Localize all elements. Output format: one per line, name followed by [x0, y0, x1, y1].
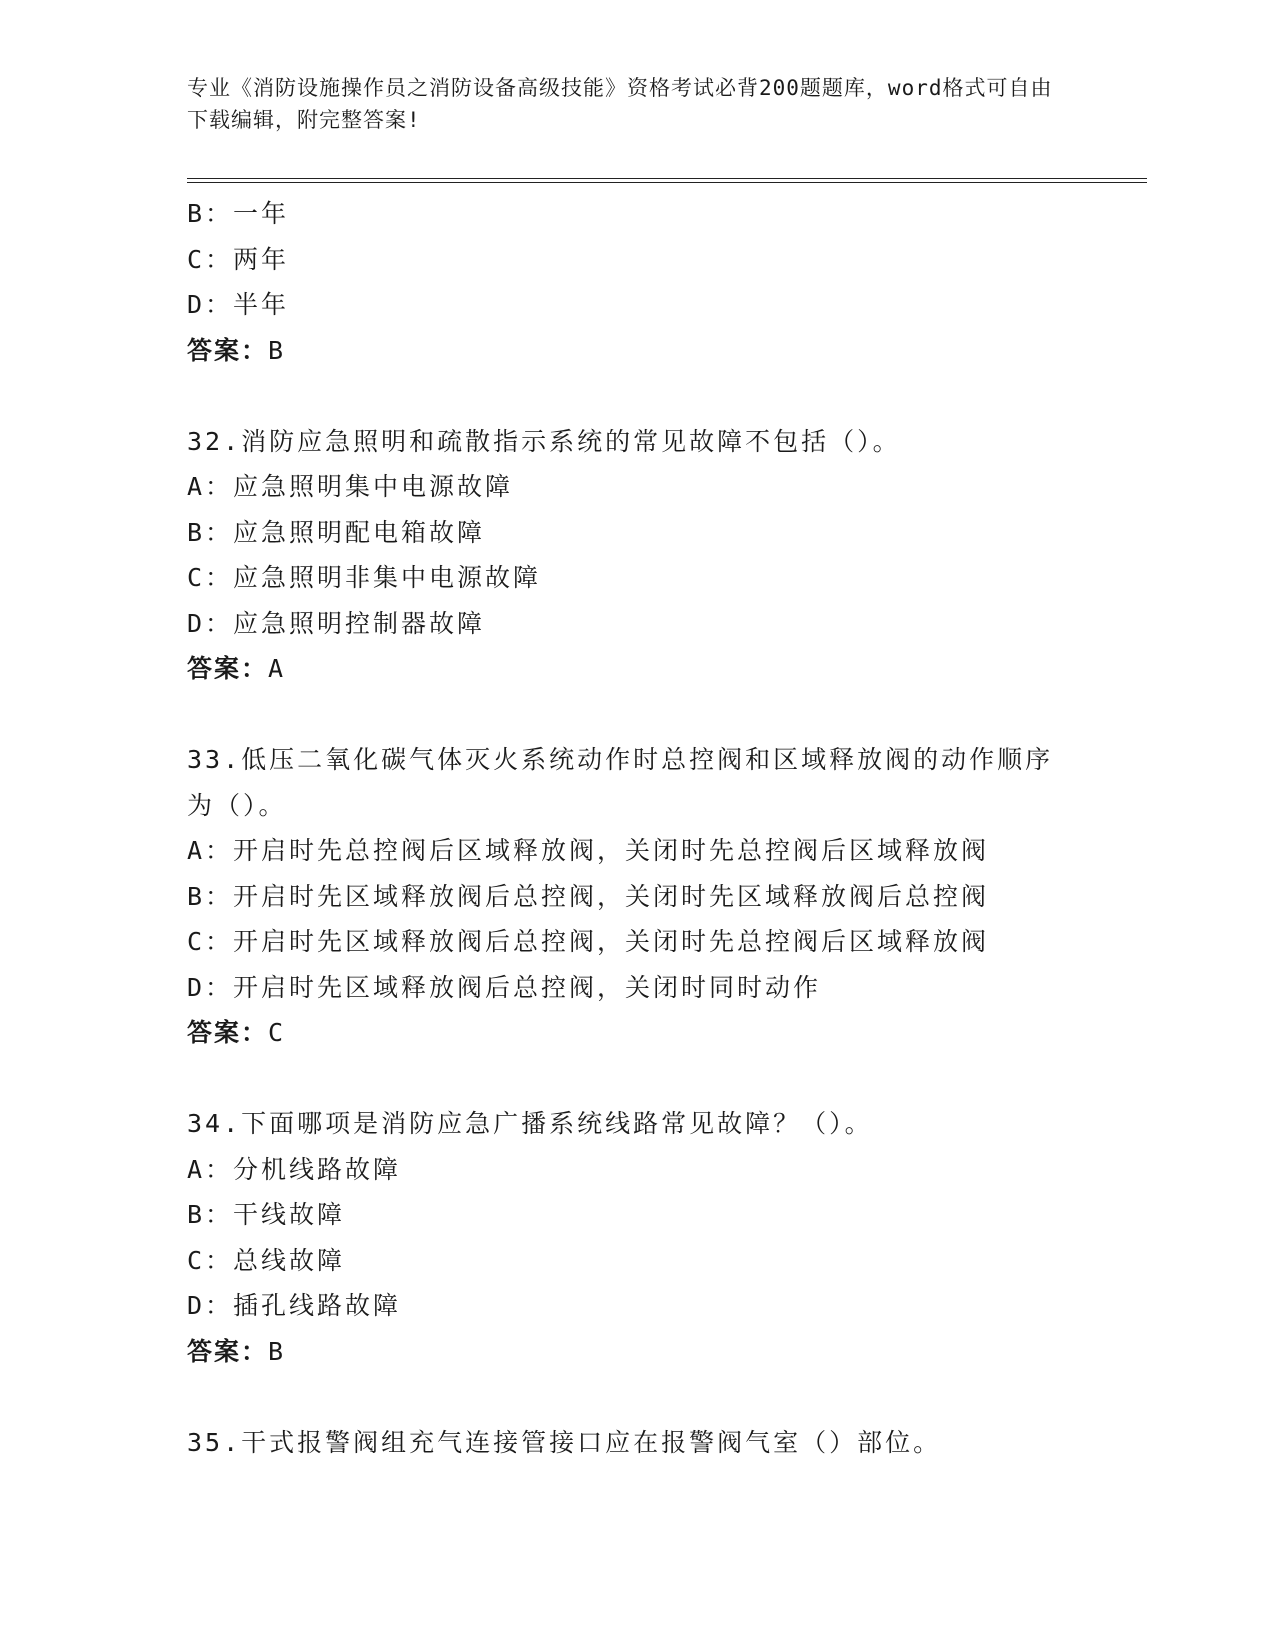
question-31-tail: [187, 191, 1087, 373]
option-d: D：插孔线路故障: [187, 1291, 402, 1320]
option-b: B：应急照明配电箱故障: [187, 517, 486, 547]
answer-label: 答案：: [187, 1336, 269, 1366]
option-c: C：两年: [187, 244, 290, 274]
document-page: [187, 0, 1147, 1650]
question-33: [187, 737, 1087, 1056]
option-c: C：应急照明非集中电源故障: [187, 563, 542, 592]
option-d: D：应急照明控制器故障: [187, 608, 486, 638]
question-32: [187, 419, 1087, 692]
question-list: [187, 191, 1087, 1465]
answer-line: [187, 646, 1087, 692]
question-35: [187, 1420, 1087, 1466]
option-c: C：开启时先区域释放阀后总控阀，关闭时先总控阀后区域释放阀: [187, 927, 990, 956]
question-text: 32.消防应急照明和疏散指示系统的常见故障不包括（）。: [187, 426, 901, 456]
option-b: B：开启时先区域释放阀后总控阀，关闭时先区域释放阀后总控阀: [187, 881, 990, 911]
option-d: D：开启时先区域释放阀后总控阀，关闭时同时动作: [187, 972, 822, 1002]
answer-line: [187, 328, 1087, 374]
option-d: D：半年: [187, 290, 290, 319]
option-a: A：应急照明集中电源故障: [187, 472, 514, 501]
answer-line: [187, 1010, 1087, 1056]
question-34: [187, 1101, 1087, 1374]
spacer: [187, 373, 1087, 419]
question-text: 35.干式报警阀组充气连接管接口应在报警阀气室（）部位。: [187, 1427, 942, 1457]
spacer: [187, 1374, 1087, 1420]
answer-label: 答案：: [187, 654, 269, 683]
answer-value: B: [268, 1336, 287, 1366]
header-divider: [187, 178, 1147, 183]
answer-value: C: [268, 1018, 287, 1047]
answer-value: B: [268, 335, 287, 365]
option-c: C：总线故障: [187, 1245, 346, 1275]
option-a: A：开启时先总控阀后区域释放阀，关闭时先总控阀后区域释放阀: [187, 836, 990, 865]
option-b: B：干线故障: [187, 1200, 346, 1229]
question-text-line-2: 为（）。: [187, 790, 287, 820]
spacer: [187, 1056, 1087, 1102]
option-a: A：分机线路故障: [187, 1154, 402, 1184]
question-text-line-1: 33.低压二氧化碳气体灭火系统动作时总控阀和区域释放阀的动作顺序: [187, 745, 1054, 774]
answer-value: A: [268, 654, 287, 683]
spacer: [187, 692, 1087, 738]
answer-line: [187, 1329, 1087, 1375]
document-header: 专业《消防设施操作员之消防设备高级技能》资格考试必背200题题库，word格式可自由下载编辑，附完整答案!: [187, 76, 1053, 132]
answer-label: 答案：: [187, 1018, 269, 1047]
answer-label: 答案：: [187, 335, 269, 365]
question-text: 34.下面哪项是消防应急广播系统线路常见故障？（）。: [187, 1109, 873, 1138]
option-b: B：一年: [187, 199, 290, 228]
